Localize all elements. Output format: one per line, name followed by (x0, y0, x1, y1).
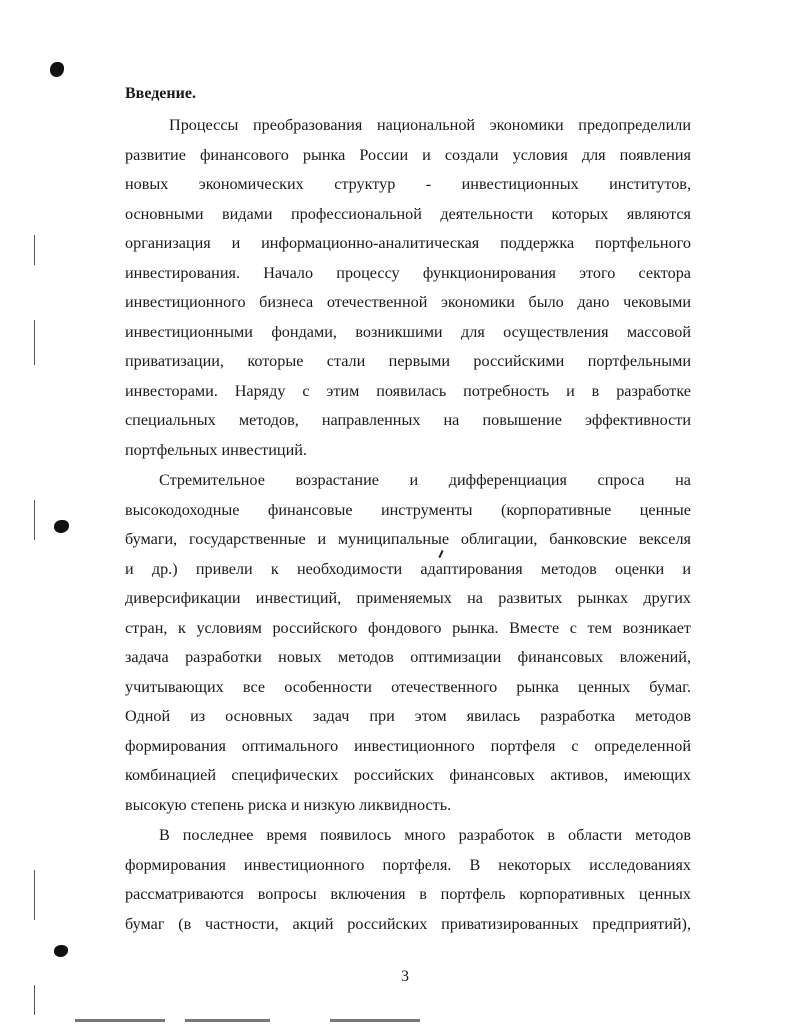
text-line: диверсификации инвестиций, применяемых на развитых рынках других (125, 589, 691, 607)
text-line: новых экономических структур - инвестиционных институтов, (125, 175, 691, 193)
text-line: формирования оптимального инвестиционного портфеля с определенной (125, 736, 691, 755)
scan-blot-top (50, 62, 64, 77)
scan-edge-line (34, 320, 35, 365)
scan-edge-line (34, 985, 35, 1015)
scan-blot-middle (54, 520, 69, 533)
scan-bottom-dash (330, 1019, 420, 1022)
text-line: стран, к условиям российского фондового рынка. Вместе с тем возникает (125, 618, 691, 637)
text-line: приватизации, которые стали первыми российскими портфельными (125, 352, 691, 370)
text-line: и др.) привели к необходимости адаптирования методов оценки и (125, 559, 691, 578)
text-line: комбинацией специфических российских финансовых активов, имеющих (125, 766, 691, 784)
text-line: основными видами профессиональной деятельности которых являются (125, 204, 691, 223)
page-number: 3 (401, 968, 409, 985)
text-line: высокую степень риска и низкую ликвидность. (125, 795, 452, 814)
text-line: задача разработки новых методов оптимизации финансовых вложений, (125, 648, 691, 666)
text-line: инвесторами. Наряду с этим появилась потребность и в разработке (125, 381, 691, 400)
text-line: высокодоходные финансовые инструменты (корпоративные ценные (125, 500, 691, 519)
paragraph-1 (125, 111, 691, 465)
scan-blot-bottom (54, 945, 68, 957)
text-line: учитывающих все особенности отечественного рынка ценных бумаг. (125, 677, 691, 696)
text-line: В последнее время появилось много разработок в области методов (159, 826, 691, 844)
text-line: специальных методов, направленных на повышение эффективности (125, 411, 691, 429)
scan-edge-line (34, 500, 35, 540)
text-line: Одной из основных задач при этом явилась разработка методов (125, 707, 691, 725)
paragraph-2 (125, 466, 691, 820)
text-line: Стремительное возрастание и дифференциация спроса на (159, 471, 691, 489)
text-line: развитие финансового рынка России и создали условия для появления (125, 145, 691, 164)
text-line: портфельных инвестиций. (125, 440, 307, 459)
text-line: бумаг (в частности, акций российских приватизированных предприятий), (125, 914, 691, 933)
section-heading: Введение. (125, 85, 196, 102)
text-line: Процессы преобразования национальной экономики предопределили (169, 116, 691, 134)
text-line: формирования инвестиционного портфеля. В некоторых исследованиях (125, 855, 691, 874)
text-line: бумаги, государственные и муниципальные облигации, банковские векселя (125, 530, 691, 548)
text-line: рассматриваются вопросы включения в портфель корпоративных ценных (125, 885, 691, 903)
scan-edge-line (34, 235, 35, 265)
scan-bottom-dash (185, 1019, 270, 1022)
text-line: организация и информационно-аналитическая поддержка портфельного (125, 234, 691, 252)
text-line: инвестиционного бизнеса отечественной экономики было дано чековыми (125, 293, 691, 311)
paragraph-3 (125, 821, 691, 939)
scan-bottom-dash (75, 1019, 165, 1022)
scan-edge-line (34, 870, 35, 920)
text-line: инвестирования. Начало процессу функционирования этого сектора (125, 263, 691, 282)
text-line: инвестиционными фондами, возникшими для осуществления массовой (125, 322, 691, 341)
